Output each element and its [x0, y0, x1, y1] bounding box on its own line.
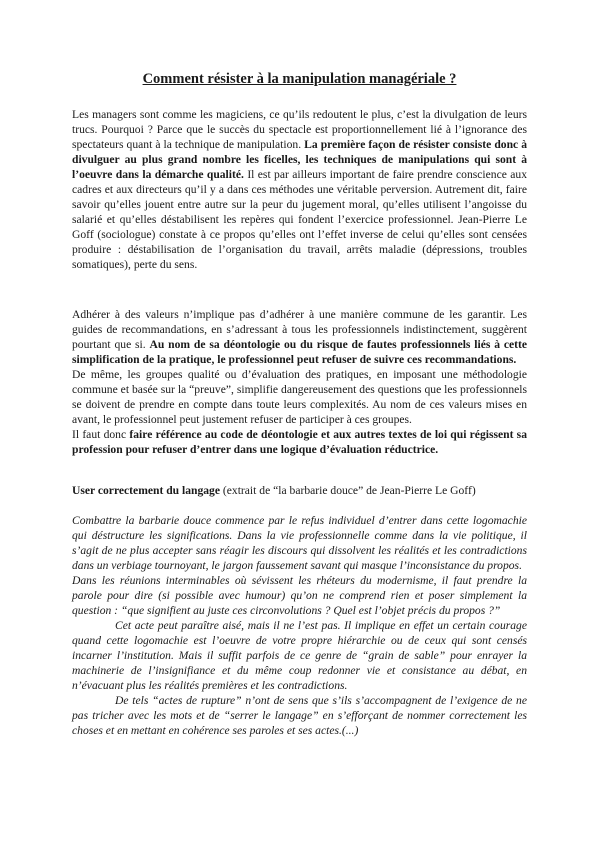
- spacer: [72, 272, 527, 307]
- spacer: [72, 457, 527, 483]
- groups-paragraph: De même, les groupes qualité ou d’évaluation des pratiques, en imposant une méthodologie commune et basée sur la “preuve”, simplifie dangereusement des questions que les professionnels se doivent de prendre en compte dans toute leurs complexités. Au nom de ces valeurs mises en avant, le professionnel peut justement refuser de participer à ces groupes.: [72, 368, 527, 426]
- intro-text-2: Il est par ailleurs important de faire prendre conscience aux cadres et aux directeurs qu’il y a dans ces méthodes une véritable perversion. Autrement dit, faire savoir qu’elles jouent entre autre sur la peur du jugement moral, qu’elles utilisent l’angoisse du salarié et qu’elles déstabilisent les repères qui fondent l’exercice professionnel. Jean-Pierre Le Goff (sociologue) constate à ce propos qu’elles ont l’effet inverse de celui qu’elles sont censées produire : déstabilisation de l’organisation du travail, arrêts maladie (dépressions, troubles somatiques), perte du sens.: [72, 168, 527, 271]
- quote-paragraph-1: Combattre la barbarie douce commence par le refus individuel d’entrer dans cette logomachie qui déstructure les significations. Dans la vie professionnelle comme dans la vie politique, il s’agit de ne plus accepter sans réagir les discours qui dissolvent les réalités et les contradictions dans un verbiage tournoyant, le jargon faussement savant qui masque l’inconsistance du propos.: [72, 514, 527, 572]
- document-page: [72, 72, 527, 738]
- quote-block: [72, 513, 527, 738]
- code-paragraph: [72, 427, 527, 457]
- code-bold-text: faire référence au code de déontologie et aux autres textes de loi qui régissent sa profession pour refuser d’entrer dans une logique d’évaluation réductrice.: [72, 428, 527, 456]
- intro-bold-text: La première façon de résister consiste donc à divulguer au plus grand nombre les ficelles, les techniques de manipulations qui sont à l’oeuvre dans la démarche qualité.: [72, 138, 528, 181]
- intro-text-1: Les managers sont comme les magiciens, ce qu’ils redoutent le plus, c’est la divulgation de leurs trucs. Pourquoi ? Parce que le succès du spectacle est proportionnellement lié à l’ignorance des spectateurs quant à la technique de manipulation.: [72, 108, 527, 151]
- section-heading-bold: User correctement du langage: [72, 484, 220, 497]
- quote-paragraph-2: Dans les réunions interminables où sévissent les rhéteurs du modernisme, il faut prendre la parole pour dire (si possible avec humour) qu’on ne comprend rien et poser simplement la question : “que signifient au juste ces circonvolutions ? Quel est l’objet précis du propos ?”: [72, 574, 527, 617]
- values-paragraph: [72, 307, 527, 367]
- quote-paragraph-3: Cet acte peut paraître aisé, mais il ne l’est pas. Il implique en effet un certain courage quand cette logomachie est l’oeuvre de votre propre hiérarchie ou de ceux qui sont censés incarner l’institution. Mais il suffit parfois de ce genre de “grain de sable” pour enrayer la machinerie de l’insignifiance et du même coup redonner vie et consistance au débat, en n’évacuant plus les réalités premières et les contradictions.: [72, 619, 527, 692]
- section-heading: [72, 483, 527, 498]
- values-bold-text: Au nom de sa déontologie ou du risque de fautes professionnels liés à cette simplification de la pratique, le professionnel peut refuser de suivre ces recommandations.: [72, 338, 527, 366]
- intro-paragraph: [72, 107, 527, 272]
- values-text: Adhérer à des valeurs n’implique pas d’adhérer à une manière commune de les garantir. Les guides de recommandations, en s’adressant à tous les professionnels indistinctement, suggèrent pourtant que si.: [72, 308, 527, 351]
- code-text: Il faut donc: [72, 428, 130, 441]
- section-heading-source: (extrait de “la barbarie douce” de Jean-Pierre Le Goff): [220, 484, 476, 497]
- quote-paragraph-4: De tels “actes de rupture” n’ont de sens que s’ils s’accompagnent de l’exigence de ne pas tricher avec les mots et de “serrer le langage” en s’efforçant de nommer correctement les choses et en mettant en cohérence ses paroles et ses actes.(...): [72, 694, 527, 737]
- page-title: Comment résister à la manipulation managériale ?: [142, 71, 457, 87]
